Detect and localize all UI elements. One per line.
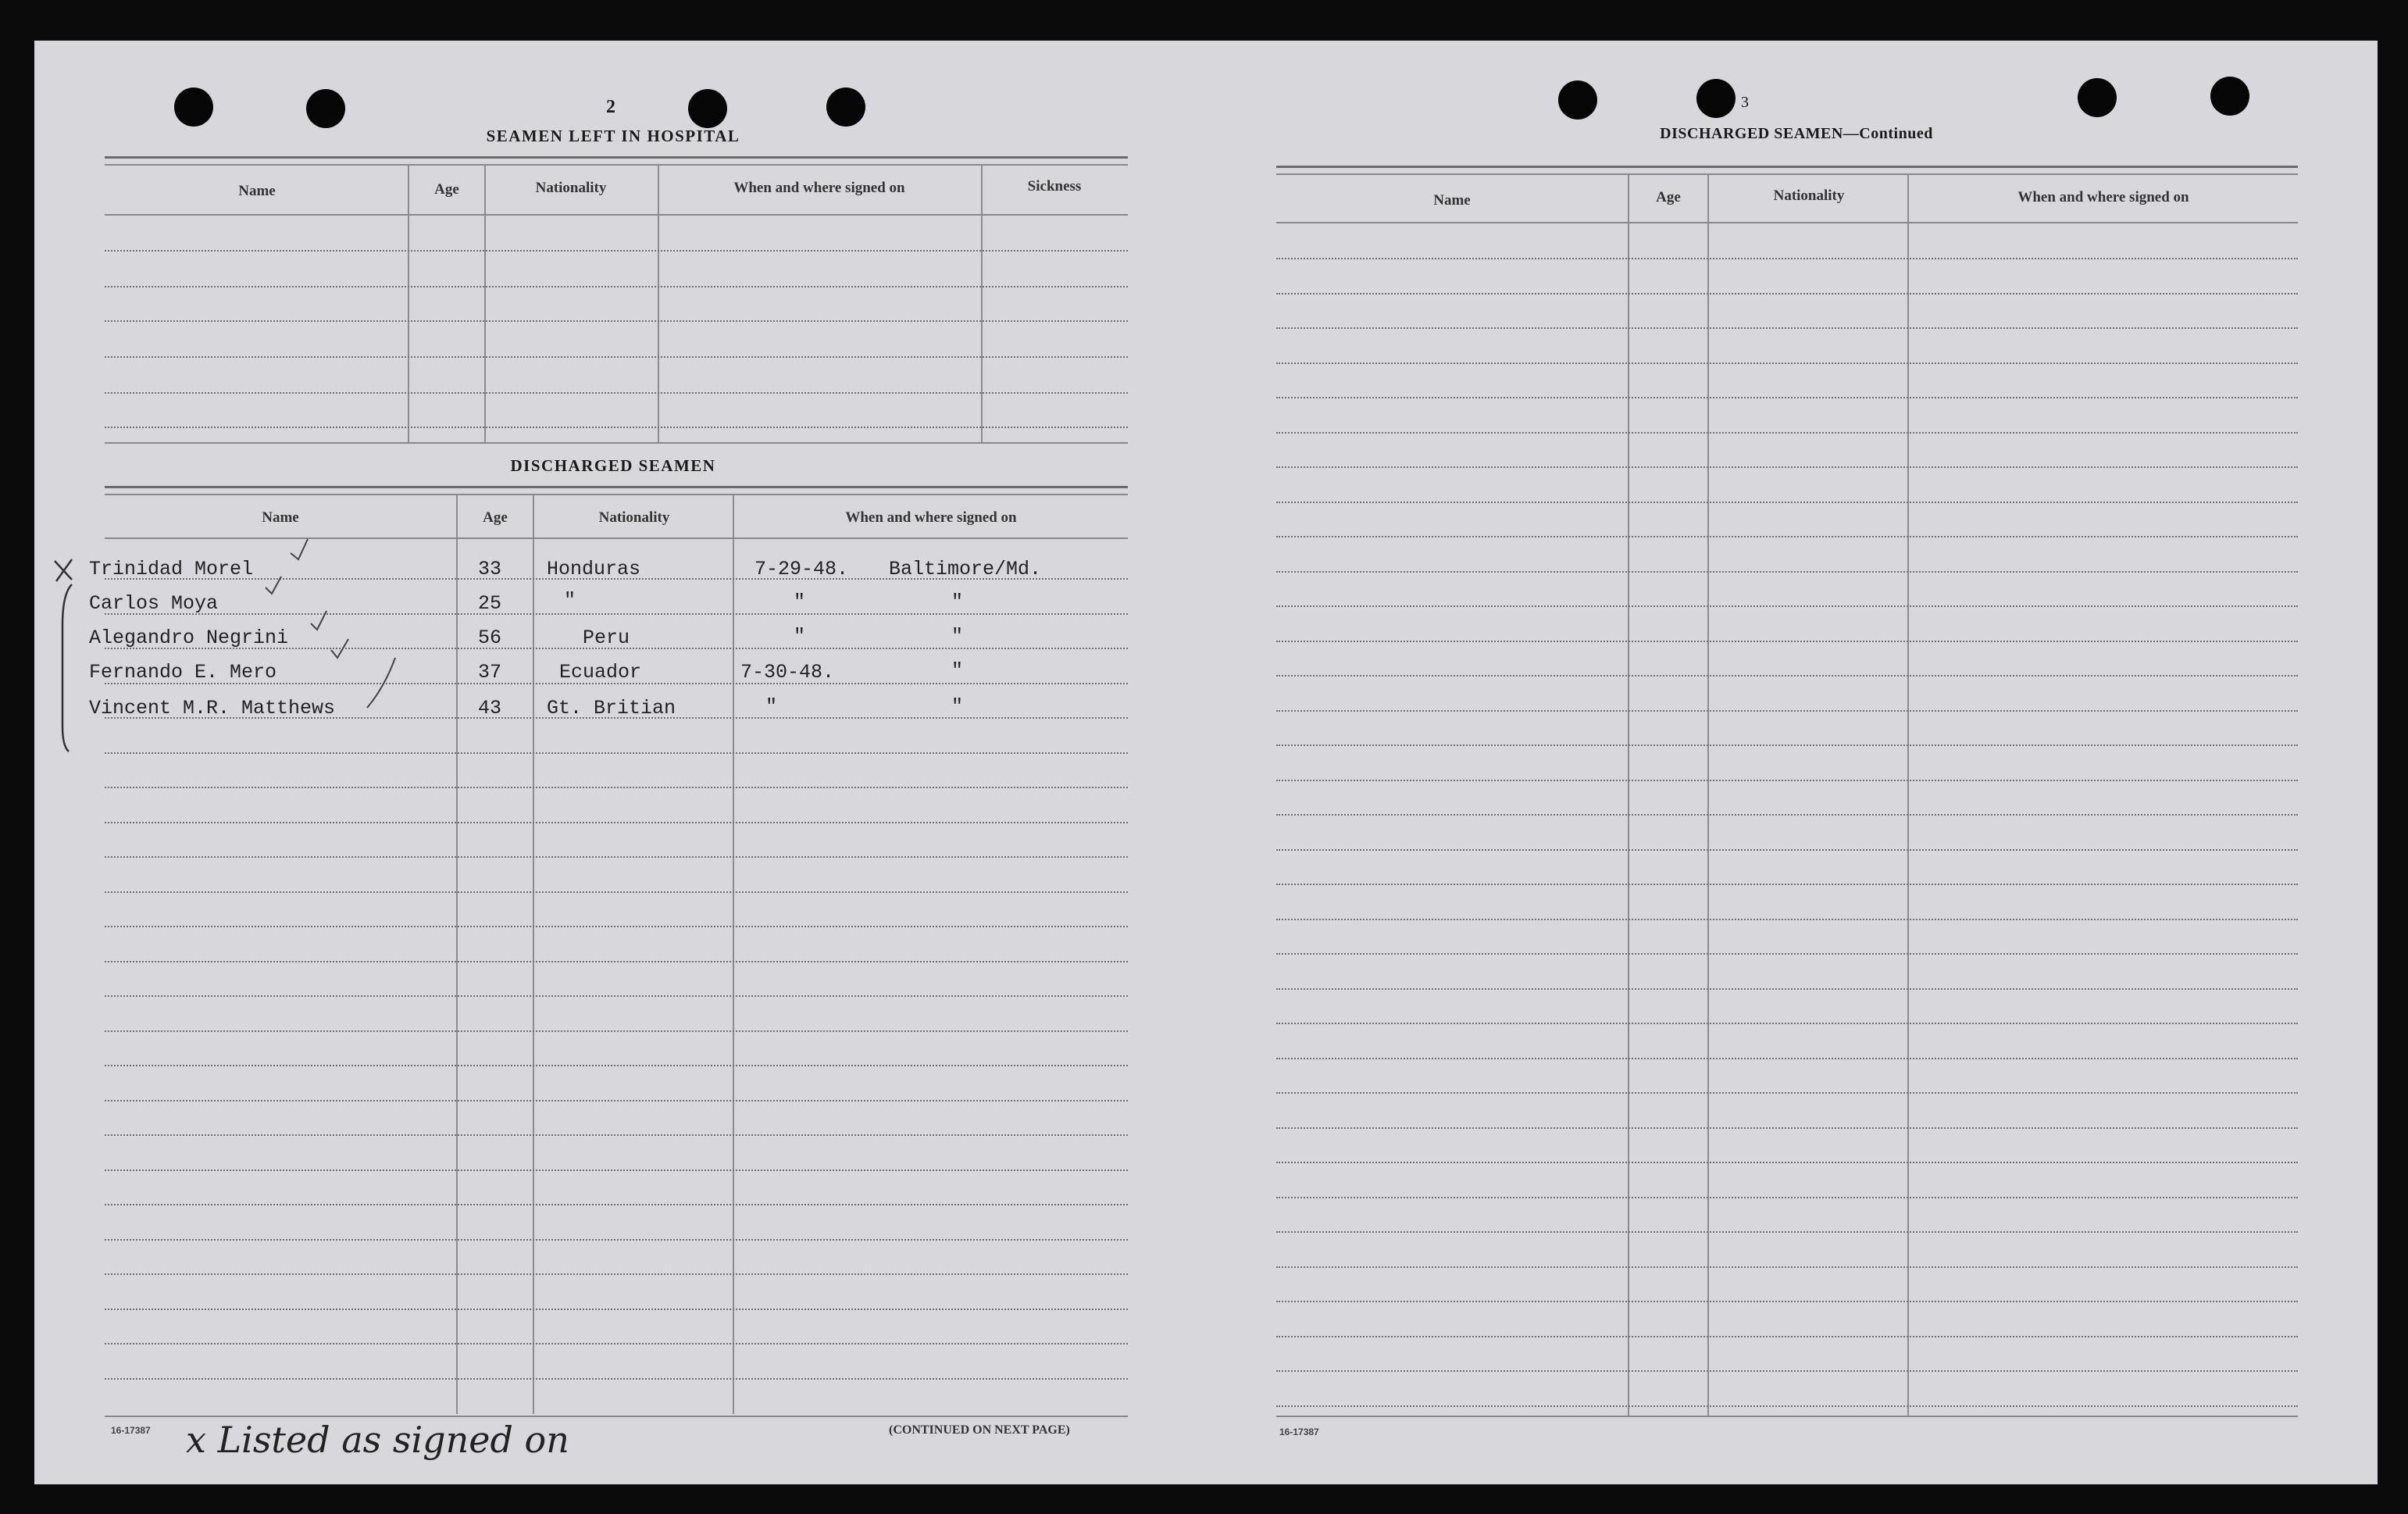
column-header-sickness: Sickness bbox=[1027, 178, 1082, 195]
row-line bbox=[105, 1065, 1128, 1066]
seaman-name: Trinidad Morel bbox=[89, 558, 254, 580]
row-line bbox=[1276, 814, 2298, 816]
row-line bbox=[1276, 327, 2298, 329]
column-header-age: Age bbox=[483, 509, 508, 526]
column-header-name: Name bbox=[262, 509, 299, 526]
row-line bbox=[1276, 1058, 2298, 1059]
seaman-name: Alegandro Negrini bbox=[89, 627, 289, 649]
column-header-age: Age bbox=[1656, 189, 1681, 205]
row-line bbox=[1276, 641, 2298, 642]
row-line bbox=[1276, 675, 2298, 677]
row-line bbox=[1276, 536, 2298, 537]
seaman-nationality: Gt. Britian bbox=[547, 697, 676, 720]
column-divider bbox=[981, 166, 983, 444]
row-line bbox=[105, 891, 1128, 893]
column-header-nationality: Nationality bbox=[598, 509, 670, 526]
row-line bbox=[105, 1309, 1128, 1310]
row-line bbox=[1276, 605, 2298, 607]
row-line bbox=[1276, 258, 2298, 259]
row-line bbox=[105, 1169, 1128, 1171]
row-line bbox=[105, 427, 1128, 428]
column-header-name: Name bbox=[1433, 192, 1471, 209]
row-line bbox=[1276, 1092, 2298, 1094]
row-line bbox=[1276, 397, 2298, 398]
seaman-nationality: Ecuador bbox=[559, 661, 642, 684]
row-line bbox=[1276, 988, 2298, 990]
seaman-age: 43 bbox=[478, 697, 502, 720]
column-divider bbox=[456, 495, 458, 1414]
row-line bbox=[1276, 1231, 2298, 1233]
row-line bbox=[1276, 745, 2298, 746]
seaman-age: 37 bbox=[478, 661, 502, 684]
header-bottom-rule bbox=[1276, 222, 2298, 223]
row-line bbox=[1276, 1336, 2298, 1337]
row-line bbox=[1276, 919, 2298, 920]
signed-on-place: " bbox=[951, 695, 964, 718]
punch-hole bbox=[174, 87, 213, 127]
row-line bbox=[1276, 1162, 2298, 1163]
signed-on-date: " bbox=[794, 625, 806, 648]
seaman-age: 33 bbox=[478, 558, 502, 580]
row-line bbox=[1276, 1266, 2298, 1268]
row-line bbox=[105, 286, 1128, 287]
row-line bbox=[1276, 466, 2298, 468]
row-line bbox=[105, 1134, 1128, 1136]
seaman-nationality: Honduras bbox=[547, 558, 641, 580]
form-number: 16-17387 bbox=[111, 1425, 151, 1436]
column-divider bbox=[1707, 175, 1709, 1416]
signed-on-place: " bbox=[951, 625, 964, 648]
continued-note: (CONTINUED ON NEXT PAGE) bbox=[889, 1423, 1070, 1437]
seaman-age: 56 bbox=[478, 627, 502, 649]
seaman-nationality: " bbox=[564, 589, 576, 612]
column-header-age: Age bbox=[434, 181, 459, 198]
header-bottom-rule bbox=[105, 537, 1128, 539]
signed-on-place: " bbox=[951, 591, 964, 613]
column-header-signed-on: When and where signed on bbox=[733, 180, 905, 196]
column-divider bbox=[733, 495, 734, 1414]
row-line bbox=[1276, 1370, 2298, 1372]
row-line bbox=[105, 613, 1128, 615]
row-line bbox=[105, 995, 1128, 997]
signed-on-place: " bbox=[951, 659, 964, 682]
row-line bbox=[1276, 780, 2298, 781]
signed-on-date: " bbox=[765, 695, 778, 718]
section-rule bbox=[1276, 166, 2298, 168]
table-bottom-rule bbox=[105, 442, 1128, 444]
punch-hole bbox=[306, 89, 345, 128]
signed-on-date: 7-30-48. bbox=[740, 661, 835, 684]
row-line bbox=[105, 1030, 1128, 1032]
seaman-nationality: Peru bbox=[583, 627, 630, 649]
table-bottom-rule bbox=[1276, 1416, 2298, 1417]
row-line bbox=[105, 787, 1128, 788]
column-divider bbox=[533, 495, 534, 1414]
row-line bbox=[105, 356, 1128, 358]
punch-hole bbox=[2078, 78, 2117, 117]
row-line bbox=[1276, 362, 2298, 364]
seaman-name: Vincent M.R. Matthews bbox=[89, 697, 336, 720]
row-line bbox=[105, 1204, 1128, 1205]
row-line bbox=[105, 1378, 1128, 1380]
row-line bbox=[1276, 293, 2298, 295]
header-rule bbox=[1276, 173, 2298, 175]
row-line bbox=[105, 392, 1128, 394]
section-rule bbox=[105, 486, 1128, 488]
row-line bbox=[1276, 884, 2298, 885]
column-divider bbox=[1628, 175, 1629, 1416]
row-line bbox=[1276, 953, 2298, 955]
discharged-continued-title: DISCHARGED SEAMEN—Continued bbox=[1660, 125, 1933, 142]
seaman-name: Carlos Moya bbox=[89, 592, 219, 615]
signed-on-date: " bbox=[794, 591, 806, 613]
form-number: 16-17387 bbox=[1279, 1427, 1319, 1437]
hospital-section-title: SEAMEN LEFT IN HOSPITAL bbox=[486, 127, 740, 145]
row-line bbox=[1276, 1301, 2298, 1302]
signed-on-place: Baltimore/Md. bbox=[889, 558, 1042, 580]
column-header-nationality: Nationality bbox=[1773, 187, 1845, 204]
column-divider bbox=[658, 166, 659, 444]
row-line bbox=[1276, 1405, 2298, 1407]
punch-hole bbox=[2210, 77, 2249, 116]
row-line bbox=[105, 1343, 1128, 1344]
row-line bbox=[1276, 432, 2298, 434]
row-line bbox=[105, 856, 1128, 858]
signed-on-date: 7-29-48. bbox=[755, 558, 849, 580]
row-line bbox=[105, 250, 1128, 252]
row-line bbox=[105, 752, 1128, 754]
row-line bbox=[1276, 571, 2298, 573]
handwritten-note: x Listed as signed on bbox=[186, 1419, 569, 1461]
punch-hole bbox=[688, 89, 727, 128]
page-number: 3 bbox=[1741, 94, 1749, 111]
row-line bbox=[1276, 849, 2298, 851]
row-line bbox=[1276, 1127, 2298, 1129]
table-bottom-rule bbox=[105, 1416, 1128, 1417]
seaman-age: 25 bbox=[478, 592, 502, 615]
discharged-section-title: DISCHARGED SEAMEN bbox=[510, 456, 716, 475]
row-line bbox=[1276, 502, 2298, 503]
row-line bbox=[1276, 1197, 2298, 1198]
row-line bbox=[105, 1239, 1128, 1241]
row-line bbox=[105, 961, 1128, 962]
row-line bbox=[105, 320, 1128, 322]
column-header-nationality: Nationality bbox=[535, 180, 607, 196]
row-line bbox=[105, 926, 1128, 927]
column-header-name: Name bbox=[238, 183, 276, 199]
punch-hole bbox=[826, 87, 865, 127]
row-line bbox=[105, 1100, 1128, 1102]
header-rule bbox=[105, 164, 1128, 166]
row-line bbox=[1276, 1023, 2298, 1024]
section-rule bbox=[105, 156, 1128, 159]
punch-hole bbox=[1558, 80, 1597, 120]
row-line bbox=[105, 822, 1128, 823]
column-divider bbox=[408, 166, 409, 444]
header-bottom-rule bbox=[105, 214, 1128, 216]
column-header-signed-on: When and where signed on bbox=[2017, 189, 2189, 205]
column-divider bbox=[1907, 175, 1909, 1416]
header-rule bbox=[105, 494, 1128, 495]
seaman-name: Fernando E. Mero bbox=[89, 661, 277, 684]
row-line bbox=[1276, 710, 2298, 712]
page-number: 2 bbox=[606, 97, 615, 117]
row-line bbox=[105, 1273, 1128, 1275]
column-header-signed-on: When and where signed on bbox=[845, 509, 1017, 526]
column-divider bbox=[484, 166, 486, 444]
